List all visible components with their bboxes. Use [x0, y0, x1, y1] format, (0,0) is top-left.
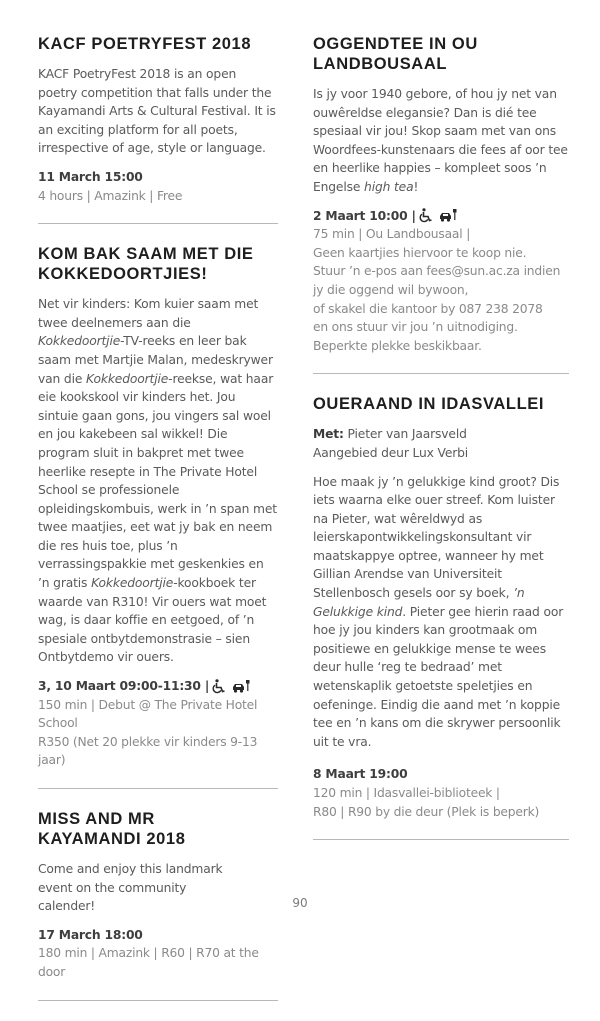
- wheelchair-access-icon: [419, 208, 433, 223]
- event-kacf-poetryfest: [38, 34, 278, 205]
- event-details: Geen kaartjies hiervoor te koop nie.: [313, 245, 527, 260]
- divider: [38, 788, 278, 789]
- event-contact-phone: of skakel die kantoor by 087 238 2078: [313, 301, 543, 316]
- parking-icon: [439, 208, 457, 223]
- event-description: Net vir kinders: Kom kuier saam met twee deelnemers aan die Kokkedoortjie-TV-reeks en leer bak saam met Martjie Malan, medeskrywer van die Kokkedoortjie-reekse, wat haar eie kookskool vir kinders het. Jou sintuie gaan gons, jou vingers sal woel en jou kakebeen sal wikkel! Die program sluit in bakpret met twee heerlike resepte in The Private Hotel School se professionele opleidingskombuis, werk in ’n span met twee maatjies, eet wat jy bak en neem die res huis toe, plus ’n verrassingspakkie met geskenkies en ’n gratis Kokkedoortjie-kookboek ter waarde van R310! Vir ouers wat moet wag, is daar koffie en eetgoed, of ’n spesiale ontbytdemonstrasie – sien Ontbytdemo vir ouers.: [38, 297, 277, 665]
- right-column: [313, 34, 569, 860]
- event-title: OGGENDTEE IN OU LANDBOUSAAL: [313, 35, 478, 73]
- divider: [313, 839, 569, 840]
- wheelchair-access-icon: [212, 679, 226, 694]
- event-details: jy die oggend wil bywoon,: [313, 282, 469, 297]
- divider: [38, 1000, 278, 1001]
- event-details: 4 hours | Amazink | Free: [38, 188, 183, 203]
- event-details: 75 min | Ou Landbousaal |: [313, 227, 471, 242]
- event-title: MISS AND MR KAYAMANDI 2018: [38, 810, 186, 848]
- event-presenter: Met: Pieter van Jaarsveld Aangebied deur Lux Verbi: [313, 427, 469, 460]
- event-details: R80 | R90 by die deur (Plek is beperk): [313, 804, 540, 819]
- left-column: [38, 34, 278, 1021]
- event-description: KACF PoetryFest 2018 is an open poetry competition that falls under the Kayamandi Arts & Cultural Festival. It is an exciting platform for all poets, irrespective of age, style or language.: [38, 67, 276, 156]
- event-datetime: 11 March 15:00: [38, 169, 143, 184]
- event-details: 120 min | Idasvallei-biblioteek |: [313, 786, 500, 800]
- event-oueraand-idasvallei: [313, 394, 569, 821]
- event-datetime: 3, 10 Maart 09:00-11:30 |: [38, 677, 278, 696]
- event-title: KOM BAK SAAM MET DIE KOKKEDOORTJIES!: [38, 245, 254, 284]
- event-details: 180 min | Amazink | R60 | R70 at the door: [38, 946, 259, 979]
- event-datetime: 8 Maart 19:00: [313, 767, 408, 782]
- event-oggendtee: [313, 34, 569, 355]
- event-title: KACF POETRYFEST 2018: [38, 35, 252, 53]
- event-kokkedoortjies: [38, 244, 278, 770]
- parking-icon: [232, 679, 250, 694]
- divider: [38, 223, 278, 224]
- event-description: Is jy voor 1940 gebore, of hou jy net van ouwêreldse elegansie? Dan is dié tee spesiaal vir jou! Skop saam met van ons Woordfees-kunstenaars die fees af oor tee en heerlike happies – kompleet soos ’n Engelse high tea!: [313, 87, 568, 194]
- event-details: R350 (Net 20 plekke vir kinders 9-13 jaar): [38, 734, 258, 768]
- event-datetime: 2 Maart 10:00 |: [313, 207, 569, 226]
- event-details: Beperkte plekke beskikbaar.: [313, 338, 482, 353]
- event-details: 150 min | Debut @ The Private Hotel School: [38, 697, 258, 731]
- page-number: 90: [292, 896, 308, 910]
- event-description: Come and enjoy this landmark event on the community calender!: [38, 862, 223, 914]
- event-contact-email: Stuur ’n e-pos aan fees@sun.ac.za indien: [313, 264, 561, 279]
- event-title: OUERAAND IN IDASVALLEI: [313, 395, 545, 414]
- divider: [313, 373, 569, 374]
- event-details: en ons stuur vir jou ’n uitnodiging.: [313, 320, 518, 335]
- event-datetime: 17 March 18:00: [38, 927, 143, 942]
- event-description: Hoe maak jy ’n gelukkige kind groot? Dis iets waarna elke ouer streef. Kom luister na Pieter, wat wêreldwyd as leierskapontwikkelingskonsultant vir maatskappye optree, wanneer hy met Gillian Arendse van Universiteit Stellenbosch gesels oor sy boek, ’n Gelukkige kind. Pieter gee hierin raad oor hoe jy jou kinders kan grootmaak om positiewe en gelukkige mense te wees deur hulle ‘reg te bedraad’ met wetenskaplik getoetste speletjies en oefeninge. Eindig die aand met ’n koppie tee en ’n kans om die skrywer persoonlik uit te vra.: [313, 474, 564, 749]
